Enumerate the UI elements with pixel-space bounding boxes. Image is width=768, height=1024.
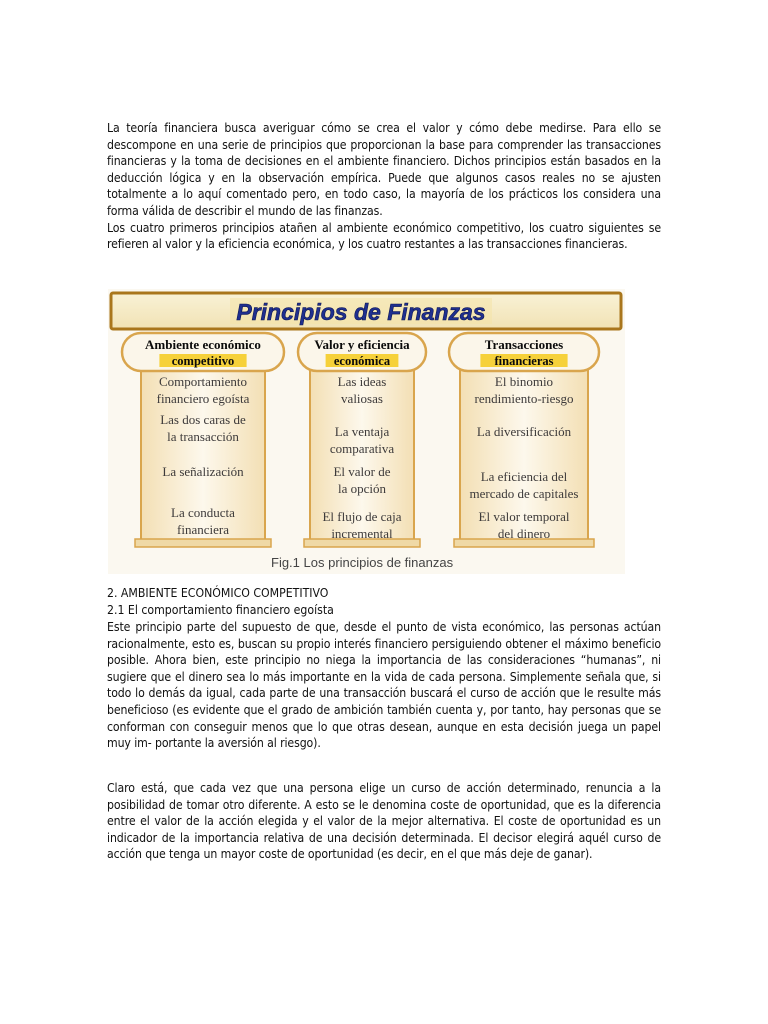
principle-item-text: El flujo de caja xyxy=(322,509,402,524)
column-header-line-2: financieras xyxy=(494,354,554,368)
principle-item-text: El binomio xyxy=(494,374,554,389)
principle-item-text: La diversificación xyxy=(476,424,572,439)
column-header-line-2: económica xyxy=(333,354,391,368)
pillar-column-1 xyxy=(122,333,284,547)
column-header-line-1: Ambiente económico xyxy=(145,337,261,352)
section-paragraph-1: Este principio parte del supuesto de que, desde el punto de vista económico, las personas actúan racionalmente, esto es, buscan su propio interés financiero persiguiendo obtener el máximo beneficio posible. Ahora bien, este principio no niega la importancia de las consideraciones “humanas”, ni sugiere que el dinero sea lo más importante en la vida de cada persona. Simplemente señala que, si todo lo demás da igual, cada parte de una transacción buscará el curso de acción que le resulte más beneficioso (es evidente que el grado de ambición también cuenta y, por tanto, hay personas que se conforman con conseguir menos que lo que otras desean, aunque en esta decisión juega un papel muy im- portante la aversión al riesgo). xyxy=(107,620,661,751)
intro-text xyxy=(107,120,661,253)
principle-item-text: financiero egoísta xyxy=(156,391,250,406)
figure-caption: Fig.1 Los principios de finanzas xyxy=(271,555,454,570)
subsection-heading: 2.1 El comportamiento financiero egoísta xyxy=(107,603,334,617)
banner-title: Principios de Finanzas xyxy=(236,299,486,325)
principle-item-text: incremental xyxy=(331,526,393,541)
column-header-line-1: Valor y eficiencia xyxy=(314,337,410,352)
pillar-column-2 xyxy=(298,333,426,547)
principle-item-text: La señalización xyxy=(162,464,244,479)
principle-item-text: Las ideas xyxy=(337,374,387,389)
figure-banner xyxy=(111,293,621,329)
pillar-columns xyxy=(122,333,599,547)
principle-item-text: mercado de capitales xyxy=(469,486,579,501)
intro-paragraph-1: La teoría financiera busca averiguar cómo se crea el valor y cómo debe medirse. Para ello se descompone en una serie de principios que proporcionan la base para comprender las transacciones financieras y la toma de decisiones en el ambiente financiero. Dichos principios están basados en la deducción lógica y en la observación empírica. Puede que algunos casos reales no se ajusten totalmente a lo aquí comentado pero, en todo caso, la mayoría de los prácticos los considera una forma válida de describir el mundo de las finanzas. xyxy=(107,121,661,218)
principle-item-text: Las dos caras de xyxy=(160,412,246,427)
principle-item-text: El valor temporal xyxy=(478,509,570,524)
principle-item-text: comparativa xyxy=(329,441,395,456)
principles-diagram xyxy=(108,289,625,574)
section-paragraph-2: Claro está, que cada vez que una persona elige un curso de acción determinado, renuncia a la posibilidad de tomar otro diferente. A esto se le denomina coste de oportunidad, que es la diferencia entre el valor de la acción elegida y el valor de la mejor alternativa. El coste de oportunidad es un indicador de la importancia relativa de una decisión determinada. El decisor elegirá aquél curso de acción que tenga un mayor coste de oportunidad (es decir, en el que más deje de ganar). xyxy=(107,781,661,862)
pillar-column-3 xyxy=(449,333,599,547)
column-header-line-2: competitivo xyxy=(171,354,235,368)
pillar-base xyxy=(135,539,271,547)
intro-paragraph-2: Los cuatro primeros principios atañen al ambiente económico competitivo, los cuatro siguientes se refieren al valor y la eficiencia económica, y los cuatro restantes a las transacciones financieras. xyxy=(107,220,661,252)
principle-item-text: rendimiento-riesgo xyxy=(474,391,574,406)
principle-item-text: la opción xyxy=(337,481,387,496)
principles-figure xyxy=(108,289,625,574)
principle-item-text: la transacción xyxy=(167,429,239,444)
principle-item-text: La conducta xyxy=(171,505,235,520)
principle-item-text: La ventaja xyxy=(334,424,390,439)
principle-item-text: valiosas xyxy=(341,391,383,406)
section-heading: 2. AMBIENTE ECONÓMICO COMPETITIVO xyxy=(107,586,329,600)
principle-item-text: Comportamiento xyxy=(158,374,248,389)
principle-item-text: financiera xyxy=(177,522,229,537)
principle-item-text: El valor de xyxy=(333,464,391,479)
column-header-line-1: Transacciones xyxy=(484,337,564,352)
principle-item-text: del dinero xyxy=(497,526,551,541)
principle-item-text: La eficiencia del xyxy=(480,469,568,484)
